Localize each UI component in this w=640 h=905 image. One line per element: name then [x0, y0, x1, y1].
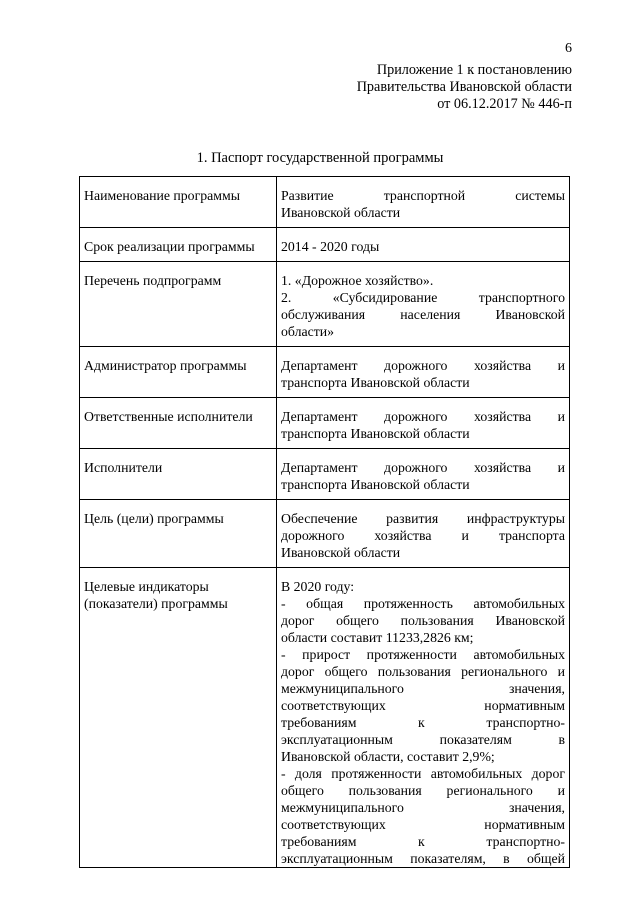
row-label: Перечень подпрограмм [80, 262, 277, 347]
attachment-line-3: от 06.12.2017 № 446-п [437, 96, 572, 112]
table-row [80, 449, 570, 500]
row-value [277, 262, 570, 347]
row-label: Ответственные исполнители [80, 398, 277, 449]
table-row [80, 262, 570, 347]
value-line: - общая протяженность автомобильных [281, 596, 565, 611]
value-line: соответствующих нормативным [281, 698, 565, 713]
row-value [277, 177, 570, 228]
value-line: 2. «Субсидирование транспортного [281, 290, 565, 305]
attachment-line-2: Правительства Ивановской области [356, 79, 572, 95]
value-line: требованиям к транспортно- [281, 834, 565, 849]
value-line: эксплуатационным показателям, в общей [281, 851, 565, 866]
value-line: - прирост протяженности автомобильных [281, 647, 565, 662]
value-line: дорожного хозяйства и транспорта [281, 528, 565, 543]
value-line: области» [281, 324, 335, 339]
label-line: (показатели) программы [84, 596, 228, 611]
value-line: - доля протяженности автомобильных дорог [281, 766, 565, 781]
value-line: Ивановской области, составит 2,9%; [281, 749, 495, 764]
table-row [80, 228, 570, 262]
value-line: транспорта Ивановской области [281, 477, 470, 492]
value-line: 1. «Дорожное хозяйство». [281, 273, 434, 288]
value-line: области составит 11233,2826 км; [281, 630, 474, 645]
document-title: 1. Паспорт государственной программы [196, 150, 444, 166]
attachment-note [0, 62, 572, 113]
value-line: Развитие транспортной системы [281, 188, 565, 203]
row-label: Цель (цели) программы [80, 500, 277, 568]
label-line: Целевые индикаторы [84, 579, 209, 594]
row-value [277, 228, 570, 262]
value-line: Департамент дорожного хозяйства и [281, 409, 565, 424]
value-line: Ивановской области [281, 205, 401, 220]
attachment-line-1: Приложение 1 к постановлению [376, 62, 572, 78]
value-line: 2014 - 2020 годы [281, 239, 380, 254]
value-line: транспорта Ивановской области [281, 426, 470, 441]
page-number: 6 [565, 41, 572, 56]
value-line: требованиям к транспортно- [281, 715, 565, 730]
value-line: транспорта Ивановской области [281, 375, 470, 390]
row-label: Исполнители [80, 449, 277, 500]
row-label: Срок реализации программы [80, 228, 277, 262]
program-passport-table [79, 176, 570, 868]
row-label: Наименование программы [80, 177, 277, 228]
table-row [80, 177, 570, 228]
value-line: соответствующих нормативным [281, 817, 565, 832]
table-row [80, 347, 570, 398]
row-value [277, 398, 570, 449]
value-line: В 2020 году: [281, 579, 355, 594]
row-label: Администратор программы [80, 347, 277, 398]
value-line: обслуживания населения Ивановской [281, 307, 565, 322]
value-line: межмуниципального значения, [281, 681, 565, 696]
table-row [80, 568, 570, 868]
row-value [277, 347, 570, 398]
table-row [80, 500, 570, 568]
value-line: Ивановской области [281, 545, 401, 560]
row-value [277, 449, 570, 500]
value-line: Департамент дорожного хозяйства и [281, 358, 565, 373]
value-line: общего пользования регионального и [281, 783, 565, 798]
value-line: дорог общего пользования регионального и [281, 664, 565, 679]
value-line: дорог общего пользования Ивановской [281, 613, 565, 628]
row-value [277, 568, 570, 868]
value-line: Обеспечение развития инфраструктуры [281, 511, 565, 526]
value-line: эксплуатационным показателям в [281, 732, 565, 747]
table-row [80, 398, 570, 449]
row-label [80, 568, 277, 868]
value-line: межмуниципального значения, [281, 800, 565, 815]
value-line: Департамент дорожного хозяйства и [281, 460, 565, 475]
row-value [277, 500, 570, 568]
